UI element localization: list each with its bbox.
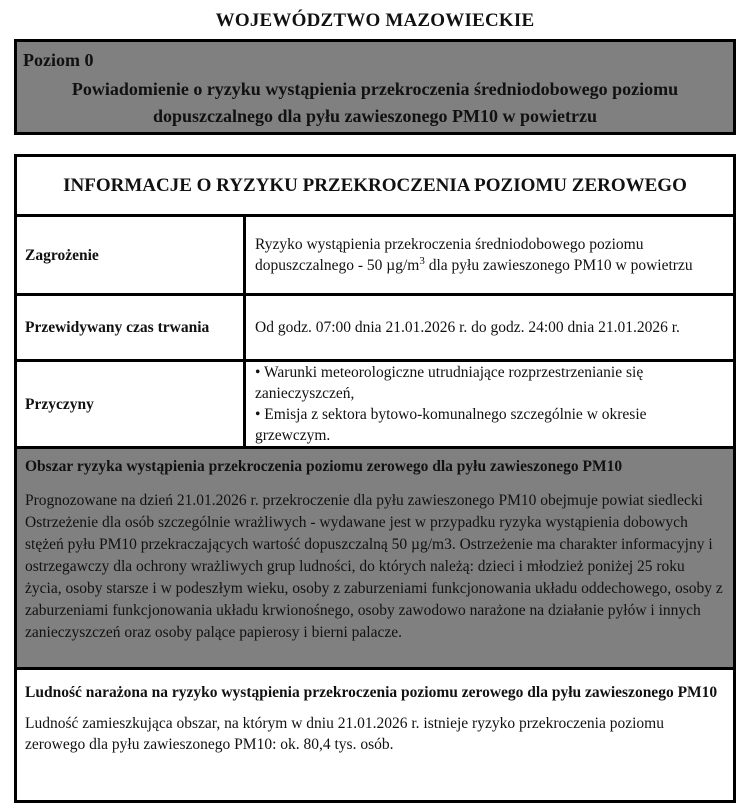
population-text: Ludność zamieszkująca obszar, na którym w dniu 21.01.2026 r. istnieje ryzyko przekroczenia poziomu zerowego dla pyłu zawieszonego PM10: ok. 80,4 tys. osób.	[25, 715, 664, 753]
row-value	[246, 217, 733, 293]
risk-area-section	[17, 449, 733, 670]
level-box	[14, 39, 736, 135]
threat-text-cont: dla pyłu zawieszonego PM10 w powietrzu	[424, 257, 693, 274]
risk-area-text: Prognozowane na dzień 21.01.2026 r. przekroczenie dla pyłu zawieszonego PM10 obejmuje powiat siedlecki Ostrzeżenie dla osób szczególnie wrażliwych - wydawane jest w przypadku ryzyka wystąpienia dobowych stężeń pyłu PM10 przekraczających wartość dopuszczalną 50 µg/m3. Ostrzeżenie ma charakter informacyjny i ostrzegawczy dla ochrony wrażliwych grup ludności, do których należą: dzieci i młodzież poniżej 25 roku życia, osoby starsze i w podeszłym wieku, osoby z zaburzeniami funkcjonowania układu oddechowego, osoby z zaburzeniami funkcjonowania układu krwionośnego, osoby zawodowo narażone na działanie pyłów i innych zanieczyszczeń oraz osoby palące papierosy i bierni palacze.	[25, 492, 723, 641]
population-section	[17, 670, 733, 763]
info-table-title: INFORMACJE O RYZYKU PRZEKROCZENIA POZIOMU ZEROWEGO	[17, 157, 733, 217]
level-description: Powiadomienie o ryzyku wystąpienia przekroczenia średniodobowego poziomu dopuszczalnego dla pyłu zawieszonego PM10 w powietrzu	[71, 79, 679, 126]
table-row-duration	[17, 296, 733, 362]
level-label: Poziom 0	[23, 50, 94, 70]
row-label: Przyczyny	[17, 362, 246, 446]
duration-text: Od godz. 07:00 dnia 21.01.2026 r. do godz. 24:00 dnia 21.01.2026 r.	[255, 319, 680, 336]
row-label: Przewidywany czas trwania	[17, 296, 246, 359]
population-title: Ludność narażona na ryzyko wystąpienia przekroczenia poziomu zerowego dla pyłu zawieszonego PM10	[25, 684, 718, 701]
cause-item: • Warunki meteorologiczne utrudniające rozprzestrzenianie się zanieczyszczeń,	[255, 364, 644, 402]
superscript: 3	[419, 254, 425, 267]
threat-text: Ryzyko wystąpienia przekroczenia średniodobowego poziomu dopuszczalnego - 50 µg/m	[255, 236, 644, 274]
table-row-threat	[17, 217, 733, 296]
info-table	[14, 154, 736, 803]
region-title: WOJEWÓDZTWO MAZOWIECKIE	[215, 10, 535, 31]
row-value	[246, 296, 733, 359]
table-row-causes	[17, 362, 733, 449]
row-value	[246, 362, 733, 446]
cause-item: • Emisja z sektora bytowo-komunalnego szczególnie w okresie grzewczym.	[255, 406, 647, 444]
row-label: Zagrożenie	[17, 217, 246, 293]
risk-area-title: Obszar ryzyka wystąpienia przekroczenia poziomu zerowego dla pyłu zawieszonego PM10	[25, 458, 623, 475]
